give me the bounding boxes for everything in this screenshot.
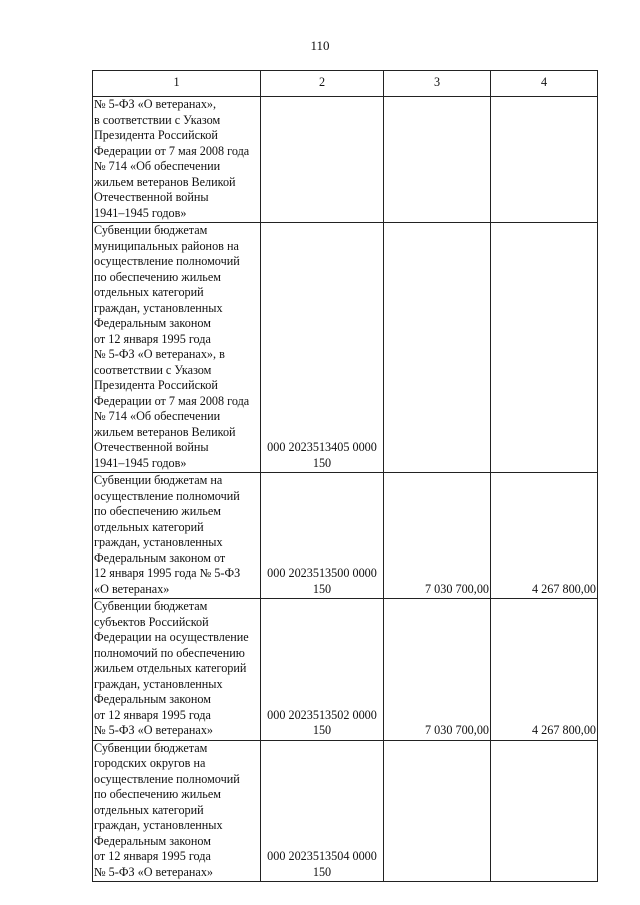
table-row xyxy=(93,97,598,223)
row-amount-col4 xyxy=(491,740,598,882)
row-name: Субвенции бюджетам субъектов Российской Федерации на осуществление полномочий по обеспечению жильем отдельных категорий граждан, установленных Федеральным законом от 12 января 1995 года № 5-ФЗ «О ветеранах» xyxy=(93,599,261,741)
column-header-2: 2 xyxy=(261,71,384,97)
row-amount-col4: 4 267 800,00 xyxy=(491,599,598,741)
table-header-row xyxy=(93,71,598,97)
row-amount-col4 xyxy=(491,223,598,473)
row-code xyxy=(261,97,384,223)
row-amount-col4: 4 267 800,00 xyxy=(491,473,598,599)
row-code: 000 2023513405 0000 150 xyxy=(261,223,384,473)
table-row xyxy=(93,473,598,599)
row-name: № 5-ФЗ «О ветеранах», в соответствии с Указом Президента Российской Федерации от 7 мая 2008 года № 714 «Об обеспечении жильем ветеранов Великой Отечественной войны 1941–1945 годов» xyxy=(93,97,261,223)
row-amount-col3 xyxy=(384,97,491,223)
column-header-1: 1 xyxy=(93,71,261,97)
row-amount-col4 xyxy=(491,97,598,223)
row-amount-col3: 7 030 700,00 xyxy=(384,473,491,599)
row-amount-col3 xyxy=(384,223,491,473)
page-number: 110 xyxy=(310,38,330,53)
column-header-3: 3 xyxy=(384,71,491,97)
row-name: Субвенции бюджетам городских округов на осуществление полномочий по обеспечению жильем отдельных категорий граждан, установленных Федеральным законом от 12 января 1995 года № 5-ФЗ «О ветеранах» xyxy=(93,740,261,882)
table-row xyxy=(93,223,598,473)
row-name: Субвенции бюджетам муниципальных районов на осуществление полномочий по обеспечению жильем отдельных категорий граждан, установленных Федеральным законом от 12 января 1995 года № 5-ФЗ «О ветеранах», в соответствии с Указом Президента Российской Федерации от 7 мая 2008 года № 714 «Об обеспечении жильем ветеранов Великой Отечественной войны 1941–1945 годов» xyxy=(93,223,261,473)
row-code: 000 2023513504 0000 150 xyxy=(261,740,384,882)
row-code: 000 2023513502 0000 150 xyxy=(261,599,384,741)
row-name: Субвенции бюджетам на осуществление полномочий по обеспечению жильем отдельных категорий граждан, установленных Федеральным законом от 12 января 1995 года № 5-ФЗ «О ветеранах» xyxy=(93,473,261,599)
column-header-4: 4 xyxy=(491,71,598,97)
row-amount-col3: 7 030 700,00 xyxy=(384,599,491,741)
row-code: 000 2023513500 0000 150 xyxy=(261,473,384,599)
table-row xyxy=(93,599,598,741)
row-amount-col3 xyxy=(384,740,491,882)
budget-table xyxy=(92,70,598,882)
table-row xyxy=(93,740,598,882)
